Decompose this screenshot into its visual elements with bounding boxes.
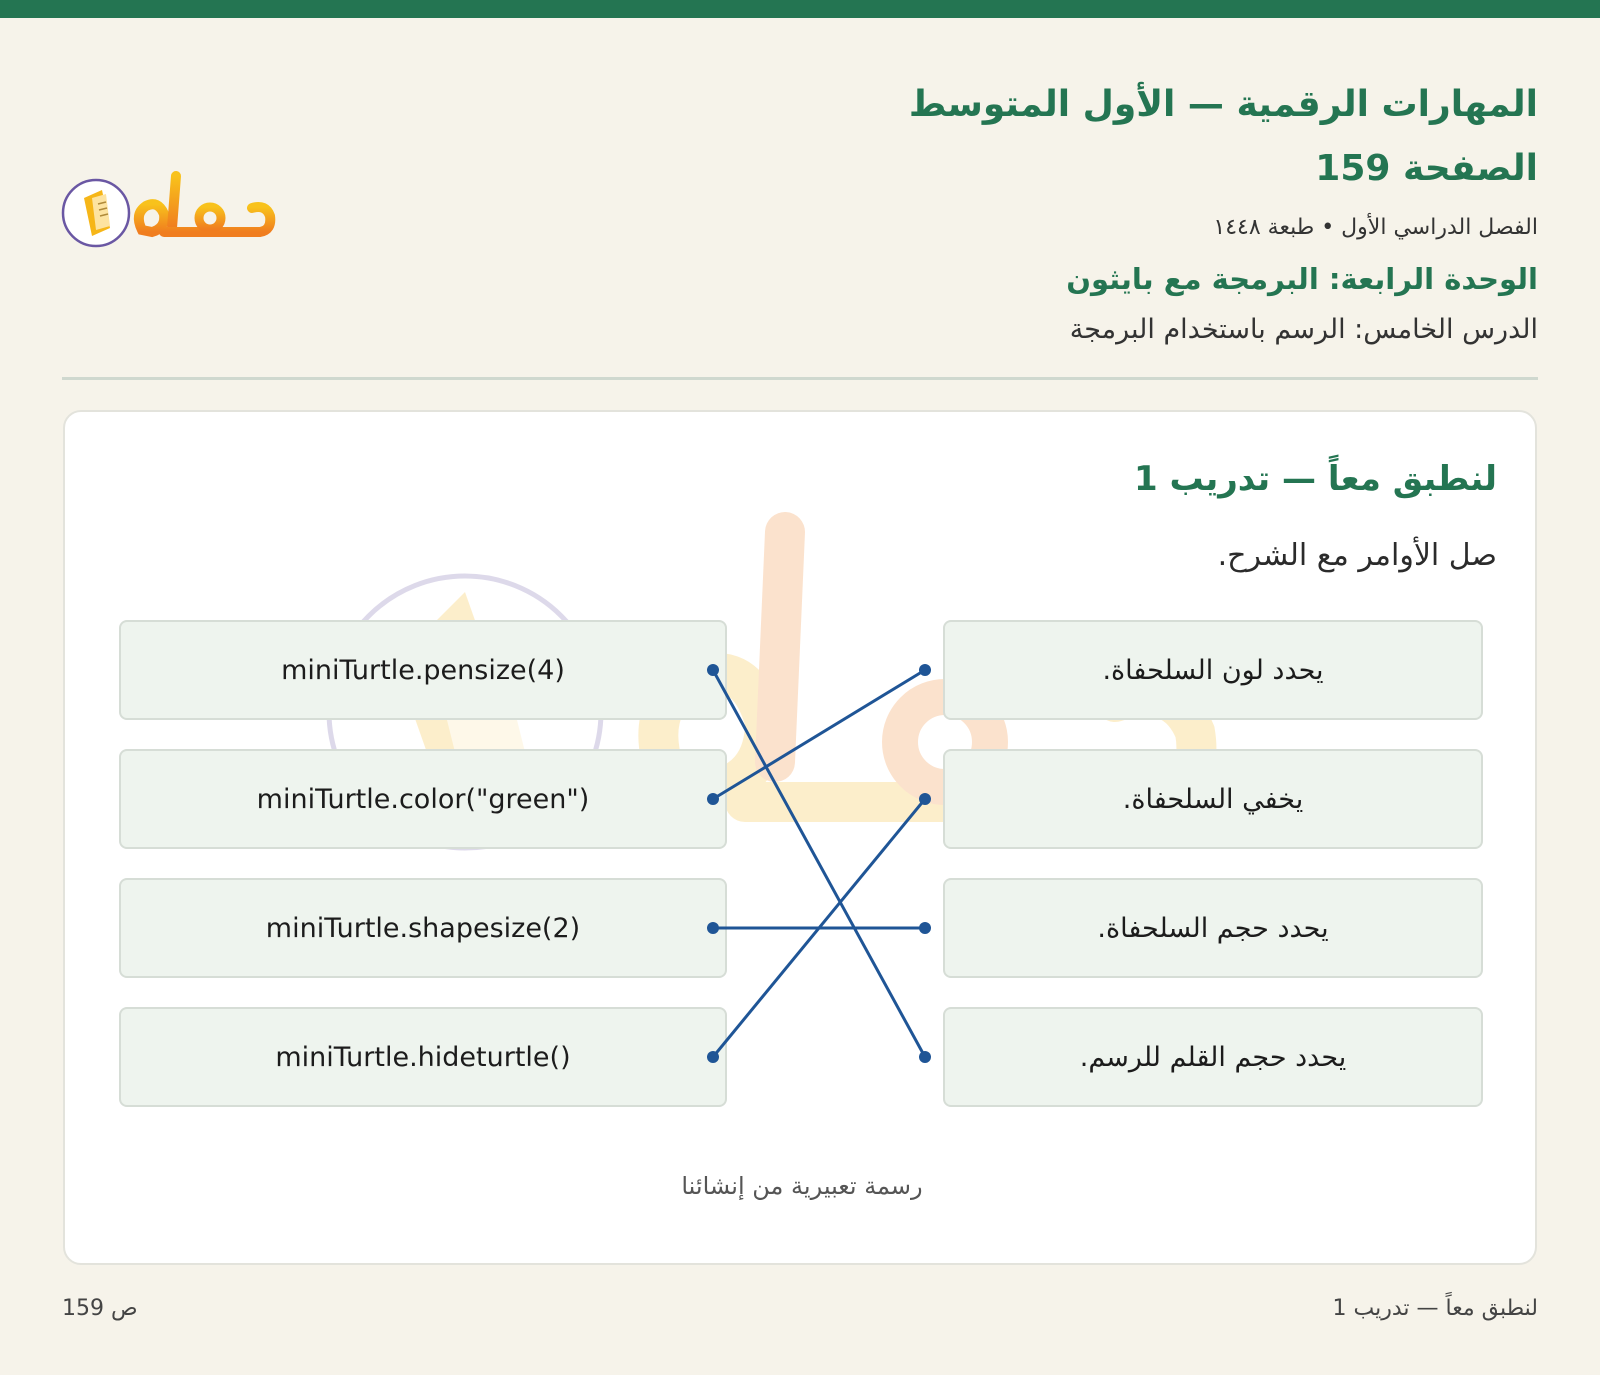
footer-section: لنطبق معاً — تدريب 1	[1332, 1296, 1538, 1321]
lesson-title: الدرس الخامس: الرسم باستخدام البرمجة	[1069, 314, 1538, 345]
exercise-instruction: صل الأوامر مع الشرح.	[1217, 538, 1497, 573]
description-box[interactable]: يحدد حجم القلم للرسم.	[943, 1007, 1483, 1107]
header-divider	[62, 377, 1538, 380]
connector-dot[interactable]	[919, 793, 931, 805]
match-line	[713, 670, 925, 799]
command-box[interactable]: miniTurtle.shapesize(2)	[119, 878, 727, 978]
unit-title: الوحدة الرابعة: البرمجة مع بايثون	[1066, 262, 1538, 296]
book-title: المهارات الرقمية — الأول المتوسط	[908, 84, 1538, 125]
image-caption: رسمة تعبيرية من إنشائنا	[681, 1172, 923, 1200]
connector-dot[interactable]	[919, 1051, 931, 1063]
footer-page: ص 159	[62, 1296, 138, 1321]
hulul-logo	[60, 168, 290, 258]
command-box[interactable]: miniTurtle.pensize(4)	[119, 620, 727, 720]
command-box[interactable]: miniTurtle.hideturtle()	[119, 1007, 727, 1107]
match-line	[713, 799, 925, 1057]
exercise-title: لنطبق معاً — تدريب 1	[1133, 459, 1497, 499]
connector-dot[interactable]	[919, 922, 931, 934]
description-box[interactable]: يخفي السلحفاة.	[943, 749, 1483, 849]
top-accent-bar	[0, 0, 1600, 18]
description-box[interactable]: يحدد حجم السلحفاة.	[943, 878, 1483, 978]
exercise-card	[63, 410, 1537, 1265]
description-box[interactable]: يحدد لون السلحفاة.	[943, 620, 1483, 720]
connector-dot[interactable]	[919, 664, 931, 676]
term-edition: الفصل الدراسي الأول • طبعة ١٤٤٨	[1213, 215, 1538, 240]
command-box[interactable]: miniTurtle.color("green")	[119, 749, 727, 849]
page-number-heading: الصفحة 159	[1315, 148, 1538, 189]
match-line	[713, 670, 925, 1057]
page-header	[638, 78, 1538, 350]
